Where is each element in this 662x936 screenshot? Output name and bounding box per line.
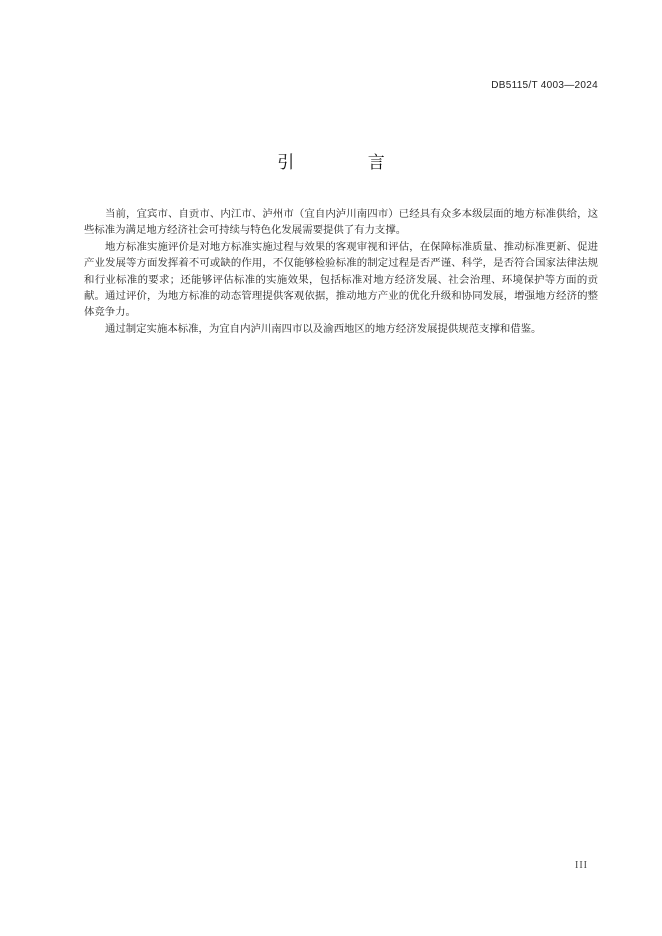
paragraph-3: 通过制定实施本标准，为宜自内泸川南四市以及渝西地区的地方经济发展提供规范支撑和借鉴。 [105, 322, 542, 335]
paragraph-2: 地方标准实施评价是对地方标准实施过程与效果的客观审视和评估，在保障标准质量、推动标准更新、促进产业发展等方面发挥着不可或缺的作用，不仅能够检验标准的制定过程是否严谨、科学，是否符合国家法律法规和行业标准的要求；还能够评估标准的实施效果，包括标准对地方经济发展、社会治理、环境保护等方面的贡献。通过评价，为地方标准的动态管理提供客观依据，推动地方产业的优化升级和协同发展，增强地方经济的整体竞争力。 [84, 240, 598, 319]
paragraph-1: 当前，宜宾市、自贡市、内江市、泸州市（宜自内泸川南四市）已经具有众多本级层面的地方标准供给，这些标准为满足地方经济社会可持续与特色化发展需要提供了有力支撑。 [84, 208, 598, 237]
page-number: III [575, 860, 588, 871]
section-title: 引 言 [277, 153, 419, 173]
introduction-body [84, 206, 598, 337]
document-code: DB5115/T 4003—2024 [491, 80, 598, 91]
